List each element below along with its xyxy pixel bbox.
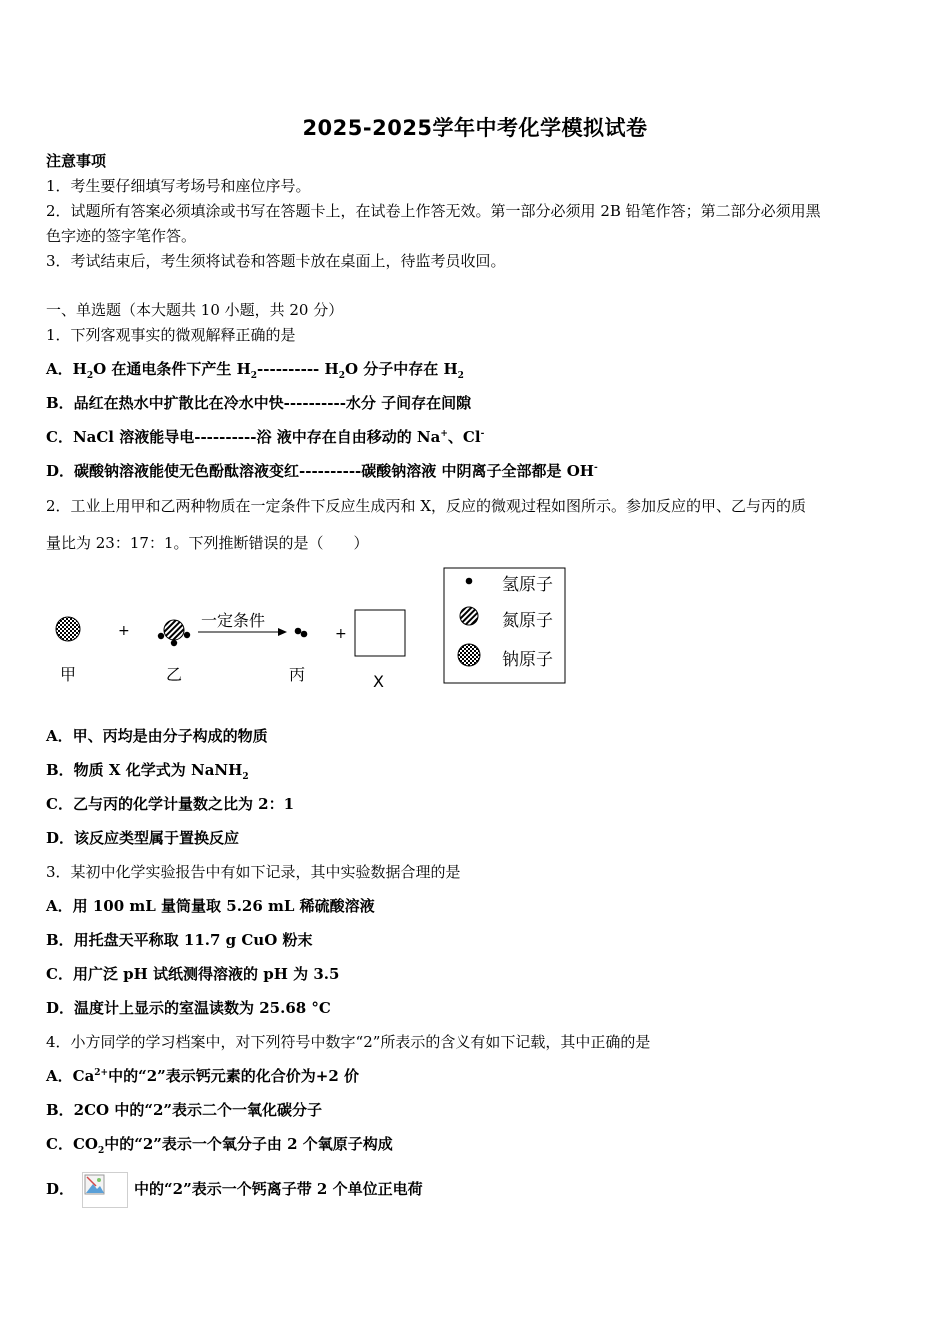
arrow-head-icon [278, 628, 287, 636]
label-x: X [373, 672, 384, 691]
q2-b-sub: 2 [242, 772, 249, 782]
section-heading: 一、单选题（本大题共 10 小题，共 20 分） [46, 301, 344, 319]
legend-hydrogen: 氢原子 [502, 575, 553, 595]
q4-option-b: B．2CO 中的“2”表示二个一氧化碳分子 [46, 1101, 323, 1119]
q1-a-text-3: ---------- H [257, 360, 339, 378]
q2-option-a: A．甲、丙均是由分子构成的物质 [46, 727, 268, 745]
q4-a-text-2: 中的“2”表示钙元素的化合价为+2 价 [108, 1067, 360, 1085]
q1-a-text-2: O 在通电条件下产生 H [93, 360, 251, 378]
q1-c-sup-1: + [440, 429, 448, 439]
unknown-x-box [355, 610, 405, 656]
ammonia-molecule-icon [158, 620, 190, 646]
hydrogen-molecule-icon [295, 628, 308, 638]
q1-option-c [46, 427, 484, 447]
q1-a-sub-1: 2 [86, 371, 94, 381]
q2-stem-line-1: 2．工业上用甲和乙两种物质在一定条件下反应生成丙和 X，反应的微观过程如图所示。参加反应的甲、乙与丙的质 [46, 497, 806, 515]
q4-option-a [46, 1066, 359, 1086]
q1-d-text: D．碳酸钠溶液能使无色酚酞溶液变红----------碳酸钠溶液 中阴离子全部都是 OH [46, 462, 594, 480]
q1-a-sub-2: 2 [250, 371, 258, 381]
page-title: 2025-2025学年中考化学模拟试卷 [302, 116, 648, 140]
reaction-diagram [46, 562, 586, 697]
q1-c-text-2: 、Cl [447, 428, 481, 446]
q2-option-c: C．乙与丙的化学计量数之比为 2：1 [46, 795, 295, 813]
q4-c-sub: 2 [97, 1146, 105, 1156]
q2-option-d: D．该反应类型属于置换反应 [46, 829, 240, 847]
q3-option-b: B．用托盘天平称取 11.7 g CuO 粉末 [46, 931, 313, 949]
q1-option-d [46, 461, 598, 481]
q1-option-a [46, 359, 464, 379]
q4-a-text-1: A．Ca [46, 1067, 95, 1085]
broken-image-icon [82, 1172, 128, 1208]
notice-item-2: 2．试题所有答案必须填涂或书写在答题卡上，在试卷上作答无效。第一部分必须用 2B 铅笔作答；第二部分必须用黑 [46, 202, 821, 220]
label-bing: 丙 [289, 665, 306, 684]
q1-c-sup-2: - [480, 429, 485, 439]
notice-item-2-cont: 色字迹的签字笔作答。 [46, 227, 197, 245]
q3-option-c: C．用广泛 pH 试纸测得溶液的 pH 为 3.5 [46, 965, 340, 983]
sodium-atom-legend-icon [458, 644, 480, 666]
legend-sodium: 钠原子 [502, 650, 553, 670]
q1-a-sub-4: 2 [457, 371, 464, 381]
sodium-atom-icon [56, 617, 80, 641]
q4-d-text-2: 中的“2”表示一个钙离子带 2 个单位正电荷 [134, 1180, 423, 1198]
q1-option-b: B．品红在热水中扩散比在冷水中快----------水分 子间存在间隙 [46, 394, 472, 412]
q2-option-b [46, 760, 249, 780]
q3-option-d: D．温度计上显示的室温读数为 25.68 °C [46, 999, 331, 1017]
legend-nitrogen: 氮原子 [502, 611, 553, 631]
q4-c-text-2: 中的“2”表示一个氧分子由 2 个氧原子构成 [104, 1135, 393, 1153]
q3-stem: 3．某初中化学实验报告中有如下记录，其中实验数据合理的是 [46, 863, 461, 881]
q4-option-c [46, 1134, 393, 1154]
q4-d-text-1: D． [46, 1180, 75, 1198]
plus-sign-2: + [335, 626, 347, 642]
q3-option-a: A．用 100 mL 量筒量取 5.26 mL 稀硫酸溶液 [46, 897, 375, 915]
q1-a-text-1: A．H [46, 360, 87, 378]
reaction-condition: 一定条件 [201, 611, 266, 630]
nitrogen-atom-icon [460, 607, 478, 625]
q4-c-text-1: C．CO [46, 1135, 98, 1153]
plus-sign-1: + [118, 623, 130, 639]
notice-item-1: 1．考生要仔细填写考场号和座位序号。 [46, 177, 311, 195]
notice-heading: 注意事项 [46, 152, 107, 170]
q2-stem-line-2: 量比为 23：17：1。下列推断错误的是（ ） [46, 534, 369, 552]
q4-a-sup: 2+ [94, 1068, 109, 1078]
label-yi: 乙 [166, 665, 183, 684]
q1-a-text-4: O 分子中存在 H [344, 360, 458, 378]
hydrogen-atom-icon [466, 578, 473, 585]
q1-a-sub-3: 2 [338, 371, 345, 381]
q1-stem: 1．下列客观事实的微观解释正确的是 [46, 326, 296, 344]
q4-option-d [46, 1172, 423, 1208]
q2-b-text: B．物质 X 化学式为 NaNH [46, 761, 243, 779]
notice-item-3: 3．考试结束后，考生须将试卷和答题卡放在桌面上，待监考员收回。 [46, 252, 506, 270]
q1-c-text-1: C．NaCl 溶液能导电----------浴 液中存在自由移动的 Na [46, 428, 441, 446]
q1-d-sup: - [593, 463, 598, 473]
q4-stem: 4．小方同学的学习档案中，对下列符号中数字“2”所表示的含义有如下记载，其中正确的是 [46, 1033, 651, 1051]
label-jia: 甲 [60, 665, 77, 684]
